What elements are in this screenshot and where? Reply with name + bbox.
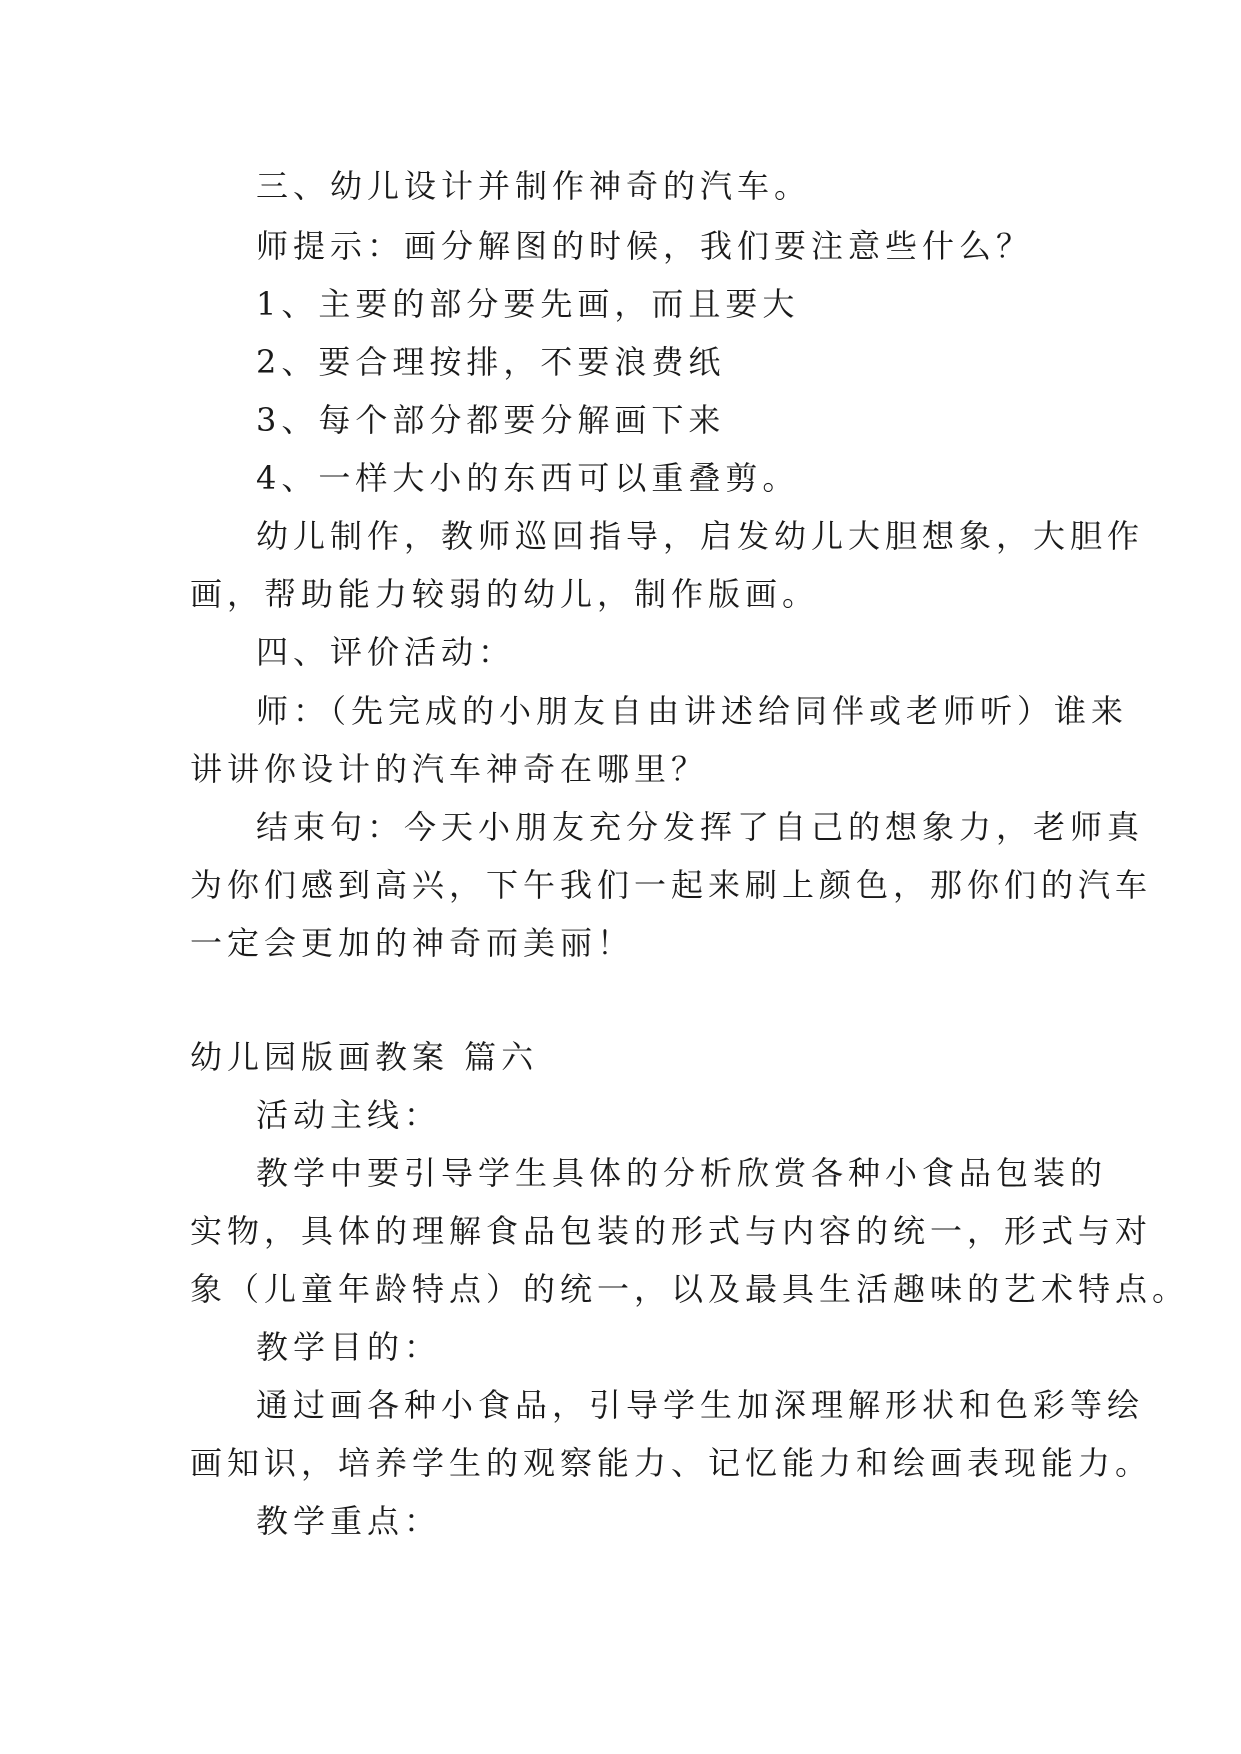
paragraph-line: 教学中要引导学生具体的分析欣赏各种小食品包装的 [256,1154,1108,1192]
paragraph-line: 一定会更加的神奇而美丽！ [190,924,635,962]
paragraph-line: 活动主线： [256,1096,442,1134]
paragraph-line: 教学目的： [256,1328,442,1366]
paragraph-line: 画，帮助能力较弱的幼儿，制作版画。 [190,575,820,613]
list-item: 3、每个部分都要分解画下来 [256,401,726,439]
paragraph-line: 讲讲你设计的汽车神奇在哪里？ [190,750,709,788]
paragraph-line: 师提示：画分解图的时候，我们要注意些什么？ [256,227,1034,265]
paragraph-line: 象（儿童年龄特点）的统一，以及最具生活趣味的艺术特点。 [190,1270,1190,1308]
list-item: 1、主要的部分要先画，而且要大 [256,285,800,323]
section-heading-3: 三、幼儿设计并制作神奇的汽车。 [256,167,812,205]
paragraph-line: 师：（先完成的小朋友自由讲述给同伴或老师听）谁来 [256,692,1129,730]
list-item: 4、一样大小的东西可以重叠剪。 [256,459,800,497]
article-title: 幼儿园版画教案 篇六 [190,1038,539,1076]
paragraph-line: 教学重点： [256,1502,442,1540]
paragraph-line: 为你们感到高兴，下午我们一起来刷上颜色，那你们的汽车 [190,866,1153,904]
paragraph-line: 画知识，培养学生的观察能力、记忆能力和绘画表现能力。 [190,1444,1153,1482]
list-item: 2、要合理按排，不要浪费纸 [256,343,726,381]
paragraph-line: 实物，具体的理解食品包装的形式与内容的统一，形式与对 [190,1212,1153,1250]
section-heading-4: 四、评价活动： [256,633,516,671]
paragraph-line: 通过画各种小食品，引导学生加深理解形状和色彩等绘 [256,1386,1145,1424]
paragraph-line: 幼儿制作，教师巡回指导，启发幼儿大胆想象，大胆作 [256,517,1145,555]
paragraph-line: 结束句：今天小朋友充分发挥了自己的想象力，老师真 [256,808,1145,846]
